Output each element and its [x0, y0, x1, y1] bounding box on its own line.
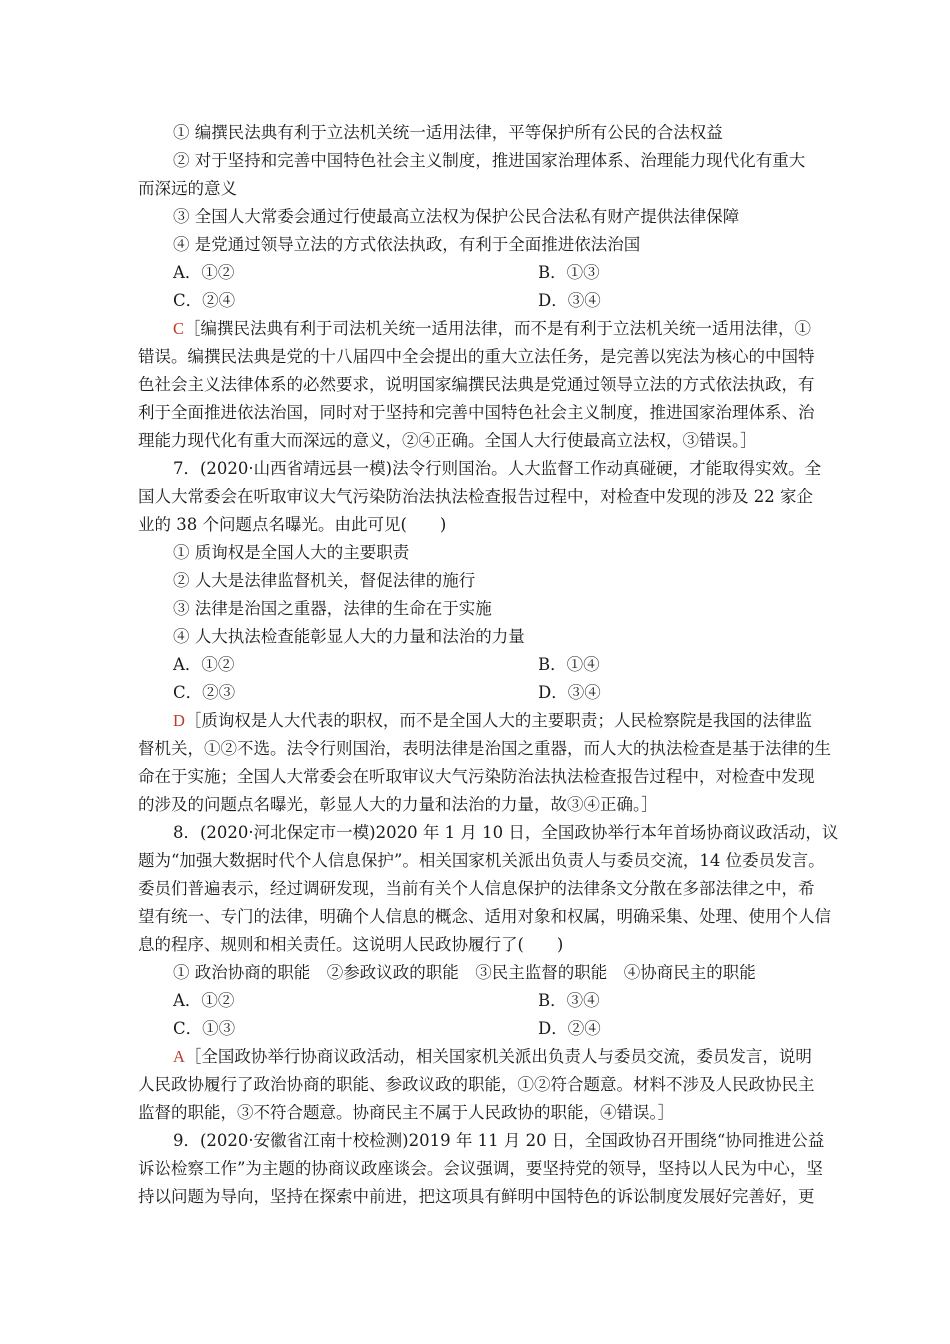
option-statement-3: ③ 全国人大常委会通过行使最高立法权为保护公民合法私有财产提供法律保障 [173, 207, 740, 226]
option-statement-2: ② 人大是法律监督机关，督促法律的施行 [173, 571, 476, 590]
answer-explanation-line [173, 1047, 812, 1069]
text-line: 诉讼检察工作”为主题的协商议政座谈会。会议强调，要坚持党的领导，坚持以人民为中心，坚 [138, 1159, 823, 1178]
choice-c: C．①③ [173, 1019, 236, 1038]
text-line: 督机关，①②不选。法令行则国治，表明法律是治国之重器，而人大的执法检查是基于法律的生 [138, 739, 831, 758]
text-line: 业的 38 个问题点名曝光。由此可见( ) [138, 515, 447, 534]
choice-d: D．②④ [538, 1019, 601, 1038]
text-line: 理能力现代化有重大而深远的意义，②④正确。全国人大行使最高立法权，③错误。］ [138, 431, 757, 450]
text-line: 命在于实施；全国人大常委会在听取审议大气污染防治法执法检查报告过程中，对检查中发现 [138, 767, 815, 786]
text-line: 的涉及的问题点名曝光，彰显人大的力量和法治的力量，故③④正确。］ [138, 795, 658, 814]
option-statement-1: ① 编撰民法典有利于立法机关统一适用法律，平等保护所有公民的合法权益 [173, 123, 723, 142]
answer-letter: A [173, 1047, 185, 1066]
choice-d: D．③④ [538, 291, 601, 310]
text-line: 监督的职能，③不符合题意。协商民主不属于人民政协的职能，④错误。］ [138, 1103, 675, 1122]
explanation-text: ［编撰民法典有利于司法机关统一适用法律，而不是有利于立法机关统一适用法律，① [184, 319, 812, 338]
question-8-stem: 8．(2020·河北保定市一模)2020 年 1 月 10 日，全国政协举行本年首场协商议政活动，议 [173, 823, 839, 842]
option-statement-4: ④ 人大执法检查能彰显人大的力量和法治的力量 [173, 627, 525, 646]
choice-b: B．③④ [538, 991, 600, 1010]
text-line: 而深远的意义 [138, 179, 237, 198]
text-line: 错误。编撰民法典是党的十八届四中全会提出的重大立法任务，是完善以宪法为核心的中国特 [138, 347, 815, 366]
option-statement-1: ① 质询权是全国人大的主要职责 [173, 543, 410, 562]
text-line: 题为“加强大数据时代个人信息保护”。相关国家机关派出负责人与委员交流，14 位委员发言。 [138, 851, 825, 870]
choice-c: C．②④ [173, 291, 236, 310]
option-statements: ① 政治协商的职能 ②参政议政的职能 ③民主监督的职能 ④协商民主的职能 [173, 963, 756, 982]
answer-letter: D [173, 711, 185, 730]
choice-b: B．①③ [538, 263, 600, 282]
explanation-text: ［质询权是人大代表的职权，而不是全国人大的主要职责；人民检察院是我国的法律监 [184, 711, 812, 730]
text-line: 委员们普遍表示，经过调研发现，当前有关个人信息保护的法律条文分散在多部法律之中，希 [138, 879, 815, 898]
choice-b: B．①④ [538, 655, 600, 674]
text-line: 息的程序、规则和相关责任。这说明人民政协履行了( ) [138, 935, 564, 954]
choice-a: A．①② [173, 655, 235, 674]
choice-d: D．③④ [538, 683, 601, 702]
text-line: 利于全面推进依法治国，同时对于坚持和完善中国特色社会主义制度，推进国家治理体系、治 [138, 403, 815, 422]
choice-a: A．①② [173, 263, 235, 282]
text-line: 望有统一、专门的法律，明确个人信息的概念、适用对象和权属，明确采集、处理、使用个人信 [138, 907, 831, 926]
question-7-stem: 7．(2020·山西省靖远县一模)法令行则国治。人大监督工作动真碰硬，才能取得实效。全 [173, 459, 822, 478]
text-line: 国人大常委会在听取审议大气污染防治法执法检查报告过程中，对检查中发现的涉及 22 家企 [138, 487, 813, 506]
answer-letter: C [173, 319, 185, 338]
text-line: 持以问题为导向，坚持在探索中前进，把这项具有鲜明中国特色的诉讼制度发展好完善好，更 [138, 1187, 815, 1206]
option-statement-4: ④ 是党通过领导立法的方式依法执政，有利于全面推进依法治国 [173, 235, 641, 254]
text-line: 人民政协履行了政治协商的职能、参政议政的职能，①②符合题意。材料不涉及人民政协民主 [138, 1075, 815, 1094]
option-statement-3: ③ 法律是治国之重器，法律的生命在于实施 [173, 599, 492, 618]
option-statement-2: ② 对于坚持和完善中国特色社会主义制度，推进国家治理体系、治理能力现代化有重大 [173, 151, 806, 170]
choice-a: A．①② [173, 991, 235, 1010]
answer-explanation-line [173, 319, 811, 341]
explanation-text: ［全国政协举行协商议政活动，相关国家机关派出负责人与委员交流，委员发言，说明 [184, 1047, 812, 1066]
text-line: 色社会主义法律体系的必然要求，说明国家编撰民法典是党通过领导立法的方式依法执政，有 [138, 375, 815, 394]
answer-explanation-line [173, 711, 812, 733]
question-9-stem: 9．(2020·安徽省江南十校检测)2019 年 11 月 20 日，全国政协召开围绕“协同推进公益 [173, 1131, 825, 1150]
choice-c: C．②③ [173, 683, 236, 702]
